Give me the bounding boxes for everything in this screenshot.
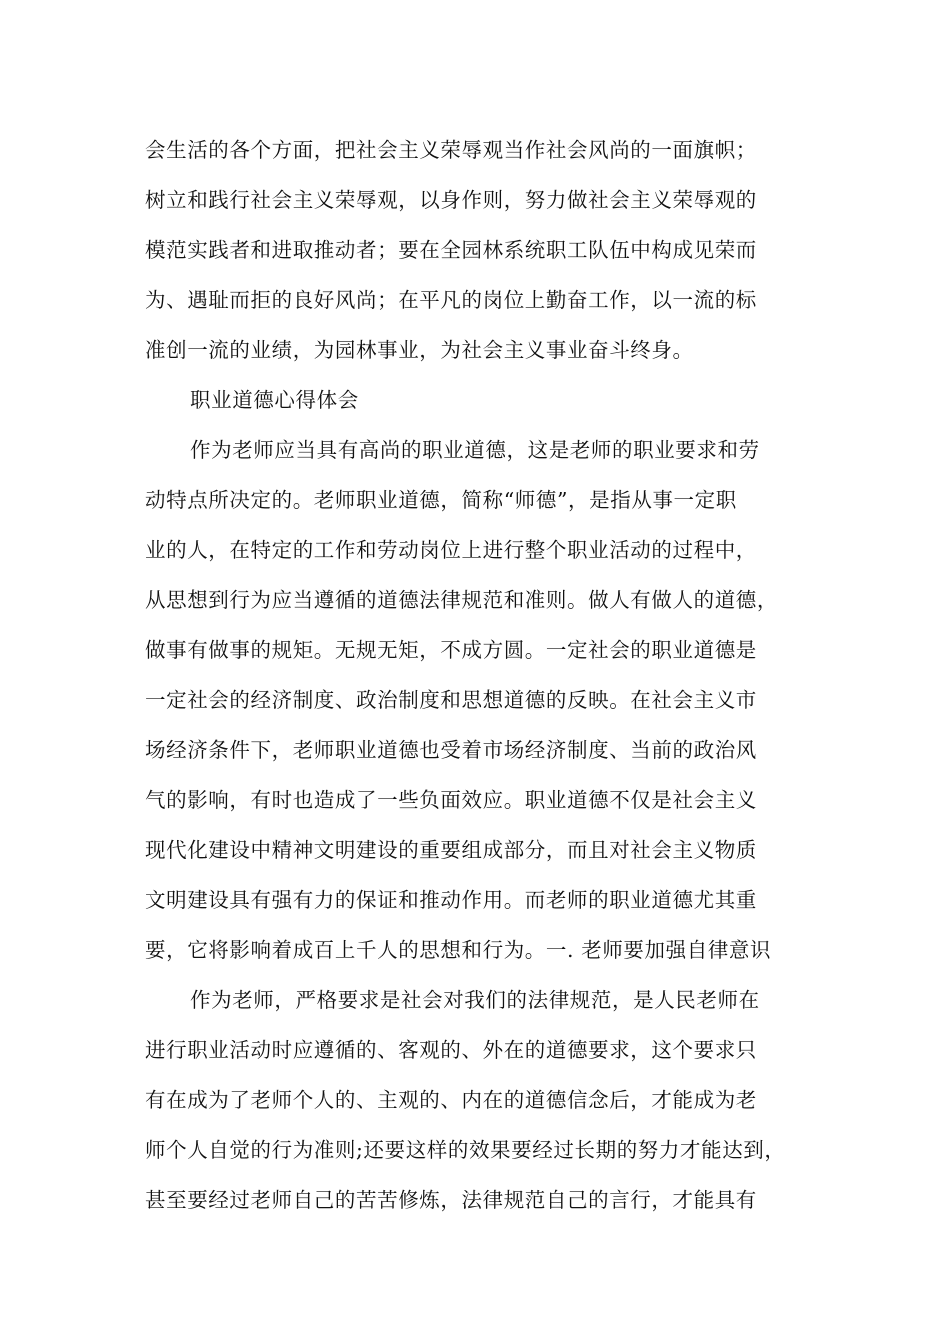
text-line: 一定社会的经济制度、政治制度和思想道德的反映。在社会主义市 xyxy=(145,688,757,712)
text-line: 为、遇耻而拒的良好风尚；在平凡的岗位上勤奋工作，以一流的标 xyxy=(145,288,757,312)
text-line: 准创一流的业绩，为园林事业，为社会主义事业奋斗终身。 xyxy=(145,338,694,362)
text-line: 场经济条件下，老师职业道德也受着市场经济制度、当前的政治风 xyxy=(145,738,757,762)
text-line: 有在成为了老师个人的、主观的、内在的道德信念后，才能成为老 xyxy=(145,1088,757,1112)
text-line: 作为老师应当具有高尚的职业道德，这是老师的职业要求和劳 xyxy=(190,438,760,462)
text-line: 进行职业活动时应遵循的、客观的、外在的道德要求，这个要求只 xyxy=(145,1038,757,1062)
text-line: 模范实践者和进取推动者；要在全园林系统职工队伍中构成见荣而 xyxy=(145,238,757,262)
text-line: 甚至要经过老师自己的苦苦修炼，法律规范自己的言行，才能具有 xyxy=(145,1188,757,1212)
text-line: 师个人自觉的行为准则;还要这样的效果要经过长期的努力才能达到， xyxy=(145,1138,786,1162)
section-heading: 职业道德心得体会 xyxy=(190,388,359,412)
text-line: 要，它将影响着成百上千人的思想和行为。一. 老师要加强自律意识 xyxy=(145,938,772,962)
text-line: 做事有做事的规矩。无规无矩，不成方圆。一定社会的职业道德是 xyxy=(145,638,757,662)
text-line: 动特点所决定的。老师职业道德，简称“师德”，是指从事一定职 xyxy=(145,488,737,512)
text-line: 业的人，在特定的工作和劳动岗位上进行整个职业活动的过程中， xyxy=(145,538,757,562)
text-line: 从思想到行为应当遵循的道德法律规范和准则。做人有做人的道德， xyxy=(145,588,778,612)
text-line: 现代化建设中精神文明建设的重要组成部分，而且对社会主义物质 xyxy=(145,838,757,862)
text-line: 树立和践行社会主义荣辱观，以身作则，努力做社会主义荣辱观的 xyxy=(145,188,757,212)
text-line: 作为老师，严格要求是社会对我们的法律规范，是人民老师在 xyxy=(190,988,760,1012)
text-line: 气的影响，有时也造成了一些负面效应。职业道德不仅是社会主义 xyxy=(145,788,757,812)
text-line: 会生活的各个方面，把社会主义荣辱观当作社会风尚的一面旗帜； xyxy=(145,138,757,162)
text-line: 文明建设具有强有力的保证和推动作用。而老师的职业道德尤其重 xyxy=(145,888,757,912)
